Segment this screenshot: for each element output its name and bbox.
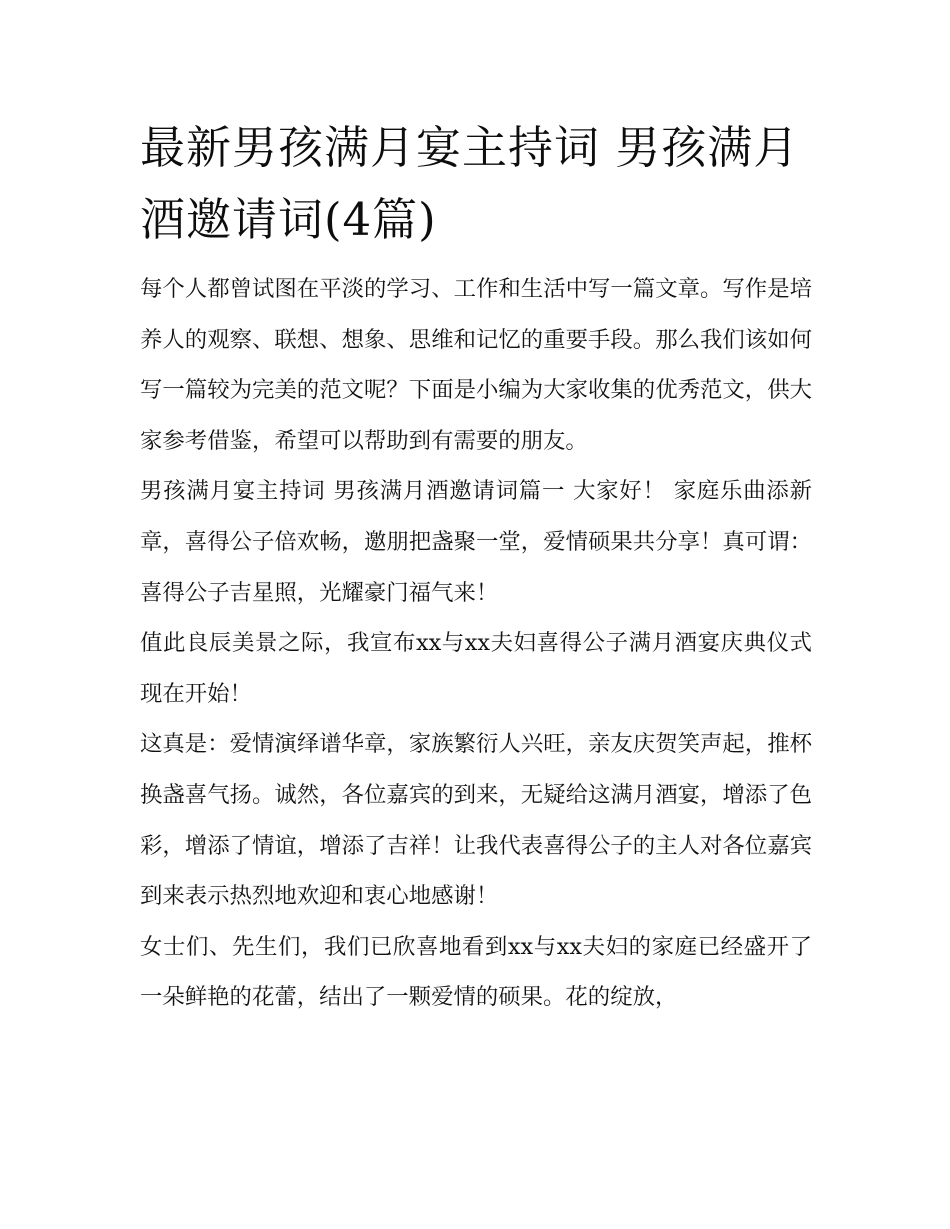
document-body — [140, 112, 812, 1023]
continuation-paragraph: 女士们、先生们，我们已欣喜地看到xx与xx夫妇的家庭已经盛开了一朵鲜艳的花蕾，结出了一颗爱情的硕果。花的绽放， — [140, 933, 812, 1011]
document-title: 最新男孩满月宴主持词 男孩满月酒邀请词(4篇) — [140, 121, 800, 246]
greeting-paragraph: 男孩满月宴主持词 男孩满月酒邀请词篇一 大家好！ 家庭乐曲添新章，喜得公子倍欢畅，邀朋把盏聚一堂，爱情硕果共分享！真可谓：喜得公子吉星照，光耀豪门福气来！ — [140, 478, 812, 606]
opening-announcement-paragraph: 值此良辰美景之际，我宣布xx与xx夫妇喜得公子满月酒宴庆典仪式现在开始！ — [140, 630, 812, 707]
intro-paragraph: 每个人都曾试图在平淡的学习、工作和生活中写一篇文章。写作是培养人的观察、联想、想象、思维和记忆的重要手段。那么我们该如何写一篇较为完美的范文呢？下面是小编为大家收集的优秀范文，供大家参考借鉴，希望可以帮助到有需要的朋友。 — [140, 276, 812, 454]
welcome-paragraph: 这真是：爱情演绎谱华章，家族繁衍人兴旺，亲友庆贺笑声起，推杯换盏喜气扬。诚然，各位嘉宾的到来，无疑给这满月酒宴，增添了色彩，增添了情谊，增添了吉祥！让我代表喜得公子的主人对各位嘉宾到来表示热烈地欢迎和衷心地感谢！ — [140, 731, 812, 910]
